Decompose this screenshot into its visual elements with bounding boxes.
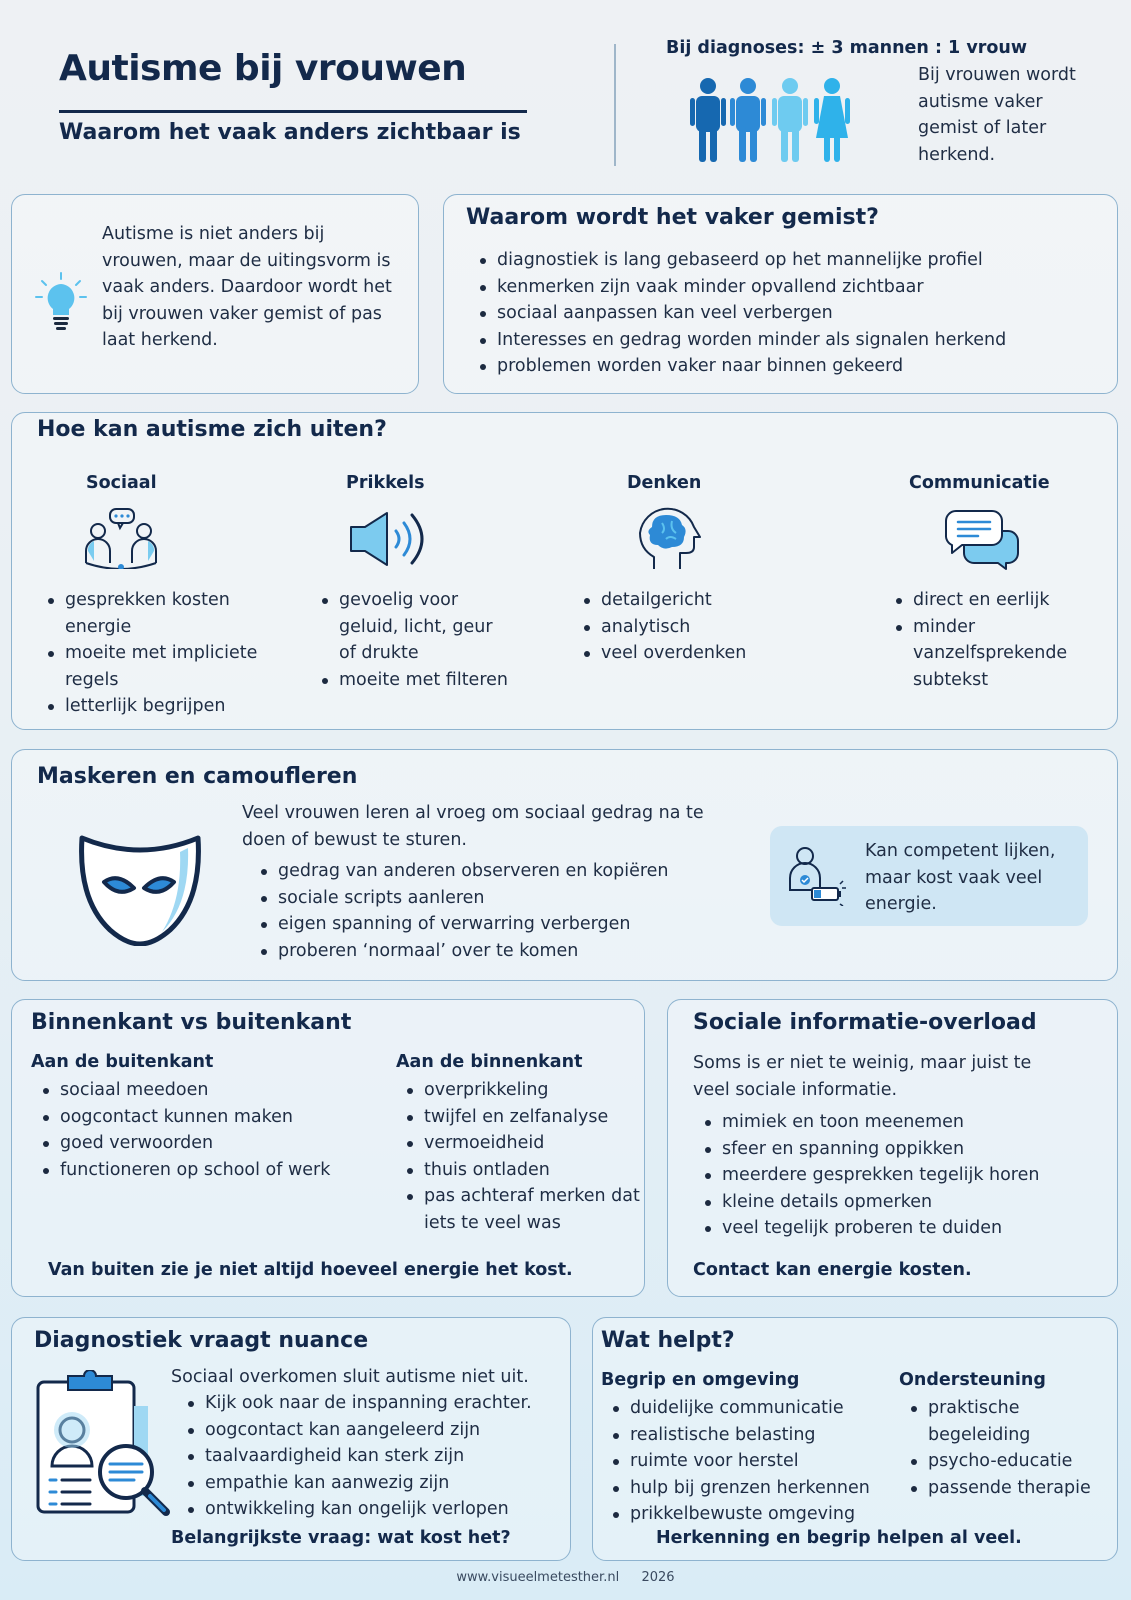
list-item: minder vanzelfsprekende subtekst (891, 614, 1106, 694)
list-item: proberen ‘normaal’ over te komen (256, 938, 726, 965)
list-item: analytisch (579, 614, 779, 641)
overload-card (667, 999, 1118, 1297)
overload-intro: Soms is er niet te weinig, maar juist te veel sociale informatie. (693, 1053, 1032, 1100)
list-item: functioneren op school of werk (38, 1157, 378, 1184)
head-brain-icon (636, 505, 702, 571)
communicatie-title: Communicatie (909, 473, 1050, 493)
inside-title: Aan de binnenkant (396, 1052, 583, 1072)
diag-card (11, 1317, 571, 1561)
list-item: ontwikkeling kan ongelijk verlopen (183, 1496, 571, 1523)
list-item: praktische begeleiding (906, 1395, 1111, 1448)
diag-intro: Sociaal overkomen sluit autisme niet uit. (171, 1367, 529, 1387)
list-item: mimiek en toon meenemen (700, 1109, 1110, 1136)
missed-title: Waarom wordt het vaker gemist? (466, 205, 879, 230)
page-subtitle: Waarom het vaak anders zichtbaar is (59, 120, 521, 145)
helps-col1-title: Begrip en omgeving (601, 1370, 800, 1390)
clipboard-search-icon (34, 1370, 174, 1520)
denken-title: Denken (627, 473, 702, 493)
inside-list (402, 1077, 642, 1236)
list-item: oogcontact kan aangeleerd zijn (183, 1417, 571, 1444)
list-item: meerdere gesprekken tegelijk horen (700, 1162, 1110, 1189)
intro-text: Autisme is niet anders bij vrouwen, maar de uitingsvorm is vaak anders. Daardoor wordt het bij vrouwen vaker gemist of pas laat herkend. (102, 224, 392, 350)
list-item: veel overdenken (579, 640, 779, 667)
list-item: hulp bij grenzen herkennen (608, 1475, 908, 1502)
list-item: goed verwoorden (38, 1130, 378, 1157)
list-item: moeite met impliciete regels (43, 640, 278, 693)
inout-card (11, 999, 645, 1297)
sociaal-title: Sociaal (86, 473, 157, 493)
denken-list (579, 587, 779, 667)
header-divider (614, 44, 616, 166)
person-battery-icon (788, 846, 848, 906)
people-talking-icon (84, 507, 160, 569)
list-item: eigen spanning of verwarring verbergen (256, 911, 726, 938)
list-item: psycho-educatie (906, 1448, 1111, 1475)
intro-card (11, 194, 419, 394)
masking-card (11, 749, 1118, 981)
list-item: passende therapie (906, 1475, 1111, 1502)
masking-list (256, 858, 726, 964)
diag-footer: Belangrijkste vraag: wat kost het? (171, 1528, 511, 1548)
outside-title: Aan de buitenkant (31, 1052, 214, 1072)
chat-bubbles-icon (944, 509, 1020, 571)
diag-title: Diagnostiek vraagt nuance (34, 1328, 369, 1353)
list-item: duidelijke communicatie (608, 1395, 908, 1422)
list-item: gedrag van anderen observeren en kopiëren (256, 858, 726, 885)
outside-list (38, 1077, 378, 1183)
overload-footer: Contact kan energie kosten. (693, 1260, 972, 1280)
list-item: sociale scripts aanleren (256, 885, 726, 912)
express-card (11, 412, 1118, 730)
helps-col2-list (906, 1395, 1111, 1501)
ratio-title: Bij diagnoses: ± 3 mannen : 1 vrouw (666, 38, 1028, 58)
list-item: moeite met filteren (317, 667, 512, 694)
masking-callout (770, 826, 1088, 926)
prikkels-list (317, 587, 512, 693)
inout-title: Binnenkant vs buitenkant (31, 1010, 352, 1035)
list-item: realistische belasting (608, 1422, 908, 1449)
helps-card (592, 1317, 1118, 1561)
list-item: diagnostiek is lang gebaseerd op het mannelijke profiel (475, 247, 1105, 274)
inout-footer: Van buiten zie je niet altijd hoeveel energie het kost. (48, 1260, 573, 1280)
helps-col1-list (608, 1395, 908, 1528)
diag-list (183, 1390, 571, 1523)
list-item: ruimte voor herstel (608, 1448, 908, 1475)
communicatie-list (891, 587, 1106, 693)
list-item: sociaal meedoen (38, 1077, 378, 1104)
helps-col2-title: Ondersteuning (899, 1370, 1046, 1390)
list-item: kleine details opmerken (700, 1189, 1110, 1216)
overload-title: Sociale informatie-overload (693, 1010, 1037, 1035)
list-item: direct en eerlijk (891, 587, 1106, 614)
helps-title: Wat helpt? (601, 1328, 735, 1353)
list-item: vermoeidheid (402, 1130, 642, 1157)
ratio-figures-icon (690, 76, 860, 166)
list-item: empathie kan aanwezig zijn (183, 1470, 571, 1497)
sociaal-list (43, 587, 278, 720)
missed-list (475, 247, 1105, 380)
overload-list (700, 1109, 1110, 1242)
list-item: taalvaardigheid kan sterk zijn (183, 1443, 571, 1470)
list-item: twijfel en zelfanalyse (402, 1104, 642, 1131)
list-item: pas achteraf merken dat iets te veel was (402, 1183, 642, 1236)
list-item: detailgericht (579, 587, 779, 614)
list-item: sociaal aanpassen kan veel verbergen (475, 300, 1105, 327)
footer-site: www.visueelmetesther.nl (456, 1570, 620, 1585)
list-item: sfeer en spanning oppikken (700, 1136, 1110, 1163)
list-item: overprikkeling (402, 1077, 642, 1104)
footer-year: 2026 (641, 1570, 675, 1585)
list-item: Interesses en gedrag worden minder als signalen herkend (475, 327, 1105, 354)
list-item: kenmerken zijn vaak minder opvallend zichtbaar (475, 274, 1105, 301)
helps-footer: Herkenning en begrip helpen al veel. (656, 1528, 1022, 1548)
lightbulb-icon (34, 271, 88, 331)
express-title: Hoe kan autisme zich uiten? (37, 417, 387, 442)
list-item: oogcontact kunnen maken (38, 1104, 378, 1131)
list-item: veel tegelijk proberen te duiden (700, 1215, 1110, 1242)
list-item: gevoelig voor geluid, licht, geur of drukte (317, 587, 512, 667)
ratio-text: Bij vrouwen wordt autisme vaker gemist of later herkend. (918, 65, 1076, 165)
mask-icon (78, 834, 202, 946)
page-footer (0, 1570, 1131, 1585)
page-title: Autisme bij vrouwen (59, 48, 467, 89)
speaker-icon (348, 511, 430, 567)
list-item: Kijk ook naar de inspanning erachter. (183, 1390, 571, 1417)
prikkels-title: Prikkels (346, 473, 425, 493)
masking-title: Maskeren en camoufleren (37, 764, 358, 789)
list-item: letterlijk begrijpen (43, 693, 278, 720)
list-item: problemen worden vaker naar binnen gekeerd (475, 353, 1105, 380)
masking-callout-text: Kan competent lijken, maar kost vaak veel energie. (865, 841, 1056, 914)
missed-card (443, 194, 1118, 394)
title-underline (59, 110, 527, 113)
list-item: prikkelbewuste omgeving (608, 1501, 908, 1528)
list-item: gesprekken kosten energie (43, 587, 278, 640)
masking-intro: Veel vrouwen leren al vroeg om sociaal gedrag na te doen of bewust te sturen. (242, 803, 704, 850)
list-item: thuis ontladen (402, 1157, 642, 1184)
